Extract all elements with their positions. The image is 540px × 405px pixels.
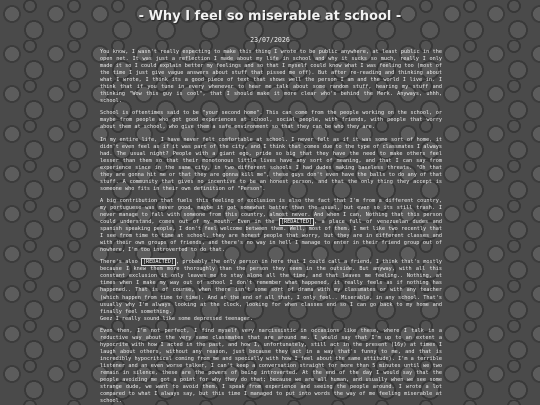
paragraph-5-text-a: There's also <box>100 259 138 266</box>
paragraph-6: Even then, I'm not perfect, I find myself very narcissistic in occasions like these, where I talk in a reductive way about the very same classmates that are around me. I would say that I'm up to an extent a hypocrite with how I acted in the past, and how I, unfortunately, still act in the present (16y) at times I laugh about others, without any reason, just because they act in a way that's funny to me, and that is incredibly hypocritical coming from me and specially with how I feel about the same attitude). I'm a terrible listener and an even worse talker, I can't keep a conversation straight for more than 5 minutes until we two remain in silence, these are the powers of being introverted. At the end of the day I would say that the people avoiding me got a point for why they do that; because we are all human, and usually when we see some strange dude, we want to avoid them. I speak from experience and seeing the people around. I wrote a lot compared to what I always say, but this time I managed to put into words the way of me feeling miserable at school. <box>100 327 442 405</box>
paragraph-5-text-c: Geez I really sound like some depressed teenager. <box>100 315 254 322</box>
page-title: - Why I feel so miserable at school - <box>138 9 402 24</box>
paragraph-4 <box>100 198 442 254</box>
post-date: 23/07/2026 <box>250 36 290 44</box>
paragraph-3: In my entire life, I have never felt comfortable at school. I never felt as if it was some sort of home, it didn't even feel as if it was part of the city, and I think that comes due to the type of classmates I always had. The usual night? People with a giant ego, pride so big that they have the need to make others feel lesser than them so that their monotonous little lives have any sort of meaning, and that I can say from experience since in the same city, in two different schools I had dudes making baseless threats. "Oh that they are gonna hit me or that they are gonna kill me", these guys don't even have the balls to do any of that stuff. A community that gives no incentive to be an honest person, and that the only thing they accept is someone who fits in their own definition of "Person". <box>100 136 442 192</box>
redacted-tag: [REDACTED] <box>142 259 175 266</box>
paragraph-4-comma: , <box>313 219 317 226</box>
post-body <box>100 49 442 405</box>
paragraph-5-text-b: probably the only person in here that I could call a friend, I think that's mostly because I knew them more thoroughly than the person they seem in the outside. But anyway, with all this constant exclusion it only leaves me to stay alone all the time, and that leaves me feeling.. Nothing, at times when I make my way out of school I don't remember what happened, it really feels as if nothing has happened.. That is of course, when there isn't some sort of drama with my classmates or with any teacher (which happen from time to time). And at the end of all that, I only feel.. Miserable, in any school. That's usually why I'm always looking at the clock, looking for when classes end so I can go back to my home and finally feel something. <box>100 259 442 315</box>
redacted-tag: [REDACTED] <box>280 219 313 226</box>
paragraph-5 <box>100 259 442 322</box>
paragraph-4-text-b: a place full of venezuelan dudes and spanish speaking people, I don't feel welcome between them. Well, most of them. I met like two recently that I see from time to time at school, they are honest people that worry, but they are in different classes and with their own groups of friends, and there's no way in hell I manage to enter in their friend group out of nowhere, I'm too introverted to do that. <box>100 219 443 254</box>
paragraph-2: School is oftentimes said to be "your second home". This can come from the people working on the school, or maybe from people who got good experiences at school, social people, with friends, with people that worry about them at school, who give them a safe environment so that they can be who they are. <box>100 110 442 131</box>
paragraph-4-text-a: A big contribution that fuels this feeling of exclusion is also the fact that I'm from a different country, my portuguese was never good, maybe it got somewhat better than the usual, but even so its still trash. I never manage to fall with someone from this country, almost never. And when I can, Nothing that this person could understand, comes out of my mouth. Even in the <box>100 197 442 226</box>
paragraph-1: You know, I wasn't really expecting to make this thing I wrote to be public anywhere, at least public in the open net. It was just a reflection I made about my life in school and why it sucks so much, really I only made it so I could explain better my feelings and so that I myself could know what I was feeling too (most of the time I just give vague answers about stuff that pissed me off). But after re-reading and thinking about what I wrote, I think its a good piece of text that shows well the person I am and the world I live in. I think that if you tune in every whenever to hear me talk about some random stuff, hearing my stuff and thinking "Wow this guy is cool", that I should make it more clear who's behind the Merk. Anyways, uhhh, school. <box>100 49 442 105</box>
paragraph-5-comma: , <box>175 259 180 266</box>
